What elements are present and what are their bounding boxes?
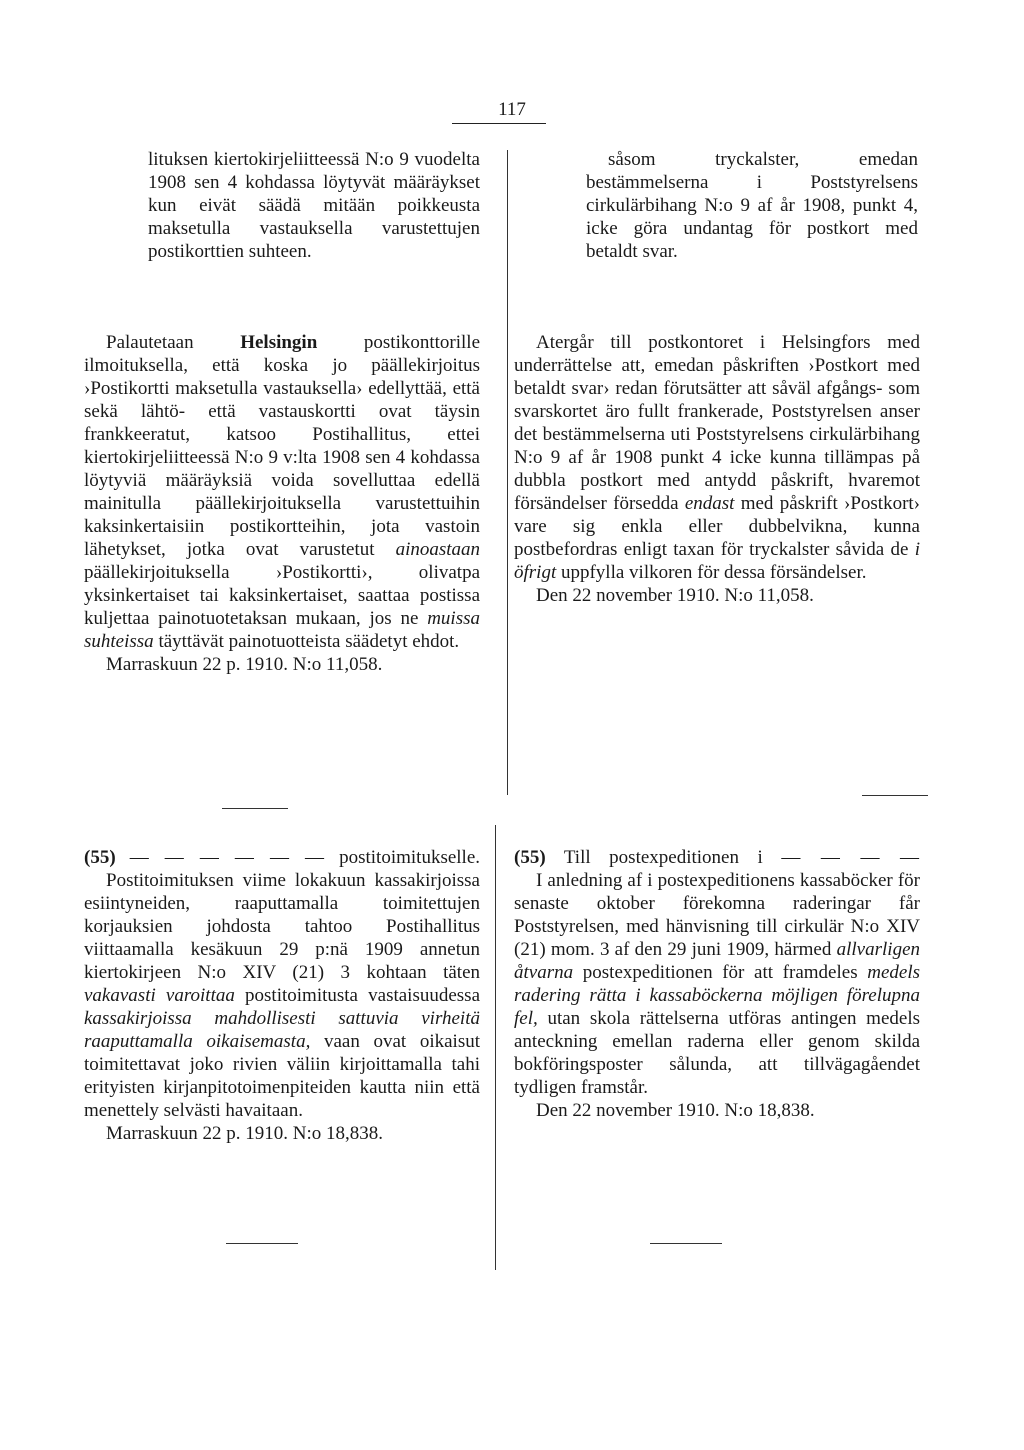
section3-finnish (84, 846, 480, 1145)
page-number: 117 (498, 99, 526, 120)
section3-swedish-italic2: medels radering rätta i kassaböckerna möjligen förelupna fel, (514, 962, 921, 1029)
section2-swedish-part3: uppfylla vilkoren för dessa försändelser. (560, 562, 867, 583)
section3-finnish-part1: Postitoimituksen viime lokakuun kassakirjoissa esiintyneiden, raaputtamalla toimitettujen korjauksien johdosta tahtoo Postihallitus viittaamalla kesäkuun 29 p:nä 1909 annetun kiertokirjeen N:o XIV (21) 3 kohtaan täten (84, 870, 480, 983)
section3-swedish-part1: I anledning af i postexpeditionens kassaböcker för senaste oktober förekomna raderingar får Poststyrelsen, med hänvisning till cirkulär N:o XIV (21) mom. 3 af den 29 juni 1909, härmed (514, 870, 920, 960)
section2-finnish-body (84, 331, 480, 653)
section2-swedish-part2: med påskrift ›Postkort› vare sig enkla eller dubbelvikna, kunna postbefordras enligt taxan för tryckalster såvida de (514, 493, 921, 560)
circular-number: (55) (84, 847, 116, 868)
section3-finnish-signature: Marraskuun 22 p. 1910. N:o 18,838. (106, 1123, 384, 1144)
section2-finnish-lead: Palautetaan (106, 332, 194, 353)
section3-swedish-body (514, 869, 920, 1099)
section2-finnish-part1: postikonttorille ilmoituksella, että koska jo päällekirjoitus ›Postikortti maksetulla vastauksella› edellyttää, että sekä lähtö- että vastauskortti ovat täysin frankkeeratut, katsoo Postihallitus, ettei kiertokirjeliitteessä N:o 9 v:lta 1908 sen 4 kohdassa löytyviä määräyksiä voida sovelluttaa edellä mainitulla päällekirjoituksella varustettuihin kaksinkertaisiin postikortteihin, jota vastoin lähetykset, jotka ovat varustetut (84, 332, 481, 560)
separator-rule-right (862, 795, 928, 796)
blank-dashes: — — — — (781, 847, 920, 868)
page-number-rule (452, 123, 546, 124)
section2-swedish-part1: Atergår till postkontoret i Helsingfors med underrättelse att, emedan påskriften ›Postkort med betaldt svar› redan förutsätter att såväl afgångs- som svarskortet äro fullt frankerade, Poststyrelsen anser det bestämmelserna uti Poststyrelsens cirkulärbihang N:o 9 af år 1908 punkt 4 icke kunna tillämpas på dubbla postkort med antydd påskrift, hvaremot försändelser försedda (514, 332, 920, 514)
section3-finnish-italic1: vakavasti varoittaa (84, 985, 235, 1006)
section2-swedish-signature: Den 22 november 1910. N:o 11,058. (536, 585, 814, 606)
section3-swedish-part3: utan skola rättelserna utföras antingen medels anteckning emellan raderna eller genom skilda bokföringsposter sålunda, att tillvägagåendet tydligen framstår. (514, 1008, 920, 1098)
section1-finnish-text: lituksen kiertokirjeliitteessä N:o 9 vuodelta 1908 sen 4 kohdassa löytyvät määräykset kun eivät säädä mitään poikkeusta maksetulla vastauksella varustettujen postikorttien suhteen. (148, 149, 480, 262)
section3-swedish-signature: Den 22 november 1910. N:o 18,838. (536, 1100, 815, 1121)
section1-swedish (586, 148, 918, 263)
section3-swedish-italic1: allvarligen åtvarna (514, 939, 921, 983)
section3-finnish-heading (84, 846, 480, 869)
bottom-rule-left (226, 1243, 298, 1244)
section3-finnish-part3: vaan ovat oikaisut toimitettavat joko rivien väliin kirjoittamalla tahi erityisten kirjanpitotoimenpiteiden kautta niin että menettely selvästi havaitaan. (84, 1031, 480, 1121)
section3-finnish-italic2: kassakirjoissa mahdollisesti sattuvia virheitä raaputtamalla oikaisemasta, (84, 1008, 480, 1052)
section3-swedish (514, 846, 920, 1122)
section2-finnish-part3: täyttävät painotuotteista säädetyt ehdot. (158, 631, 460, 652)
section3-finnish-part2: postitoimitusta vastaisuudessa (245, 985, 481, 1006)
section2-swedish-body (514, 331, 920, 584)
column-divider-bottom (495, 825, 496, 1270)
section2-finnish-part2: päällekirjoituksella ›Postikortti›, olivatpa yksinkertaiset tai kaksinkertaiset, saattaa postissa kuljettaa painotuotetaksan mukaan, jos ne (84, 562, 480, 629)
section1-swedish-text: såsom tryckalster, emedan bestämmelserna i Poststyrelsens cirkulärbihang N:o 9 af år 1908, punkt 4, icke göra undantag för postkort med betaldt svar. (586, 149, 918, 262)
bottom-rule-right (650, 1243, 722, 1244)
section1-finnish (148, 148, 480, 263)
section2-finnish-signature: Marraskuun 22 p. 1910. N:o 11,058. (106, 654, 383, 675)
separator-rule-left (222, 808, 288, 809)
section3-swedish-part2: postexpeditionen för att framdeles (582, 962, 858, 983)
column-divider-top (507, 150, 508, 795)
circular-number: (55) (514, 847, 546, 868)
section2-swedish-italic1: endast (684, 493, 735, 514)
section3-finnish-body (84, 869, 480, 1122)
section2-swedish (514, 331, 920, 607)
section3-swedish-addressee: Till postexpeditionen i (563, 847, 763, 868)
section2-finnish (84, 331, 480, 676)
section3-finnish-addressee: postitoimitukselle. (339, 847, 481, 868)
section3-swedish-heading (514, 846, 920, 869)
blank-dashes: — — — — — — (129, 847, 326, 868)
office-name-helsingin: Helsingin (240, 332, 318, 353)
section2-finnish-italic1: ainoastaan (395, 539, 481, 560)
section2-finnish-italic2: muissa suhteissa (84, 608, 480, 652)
section2-swedish-italic2: i öfrigt (514, 539, 920, 583)
